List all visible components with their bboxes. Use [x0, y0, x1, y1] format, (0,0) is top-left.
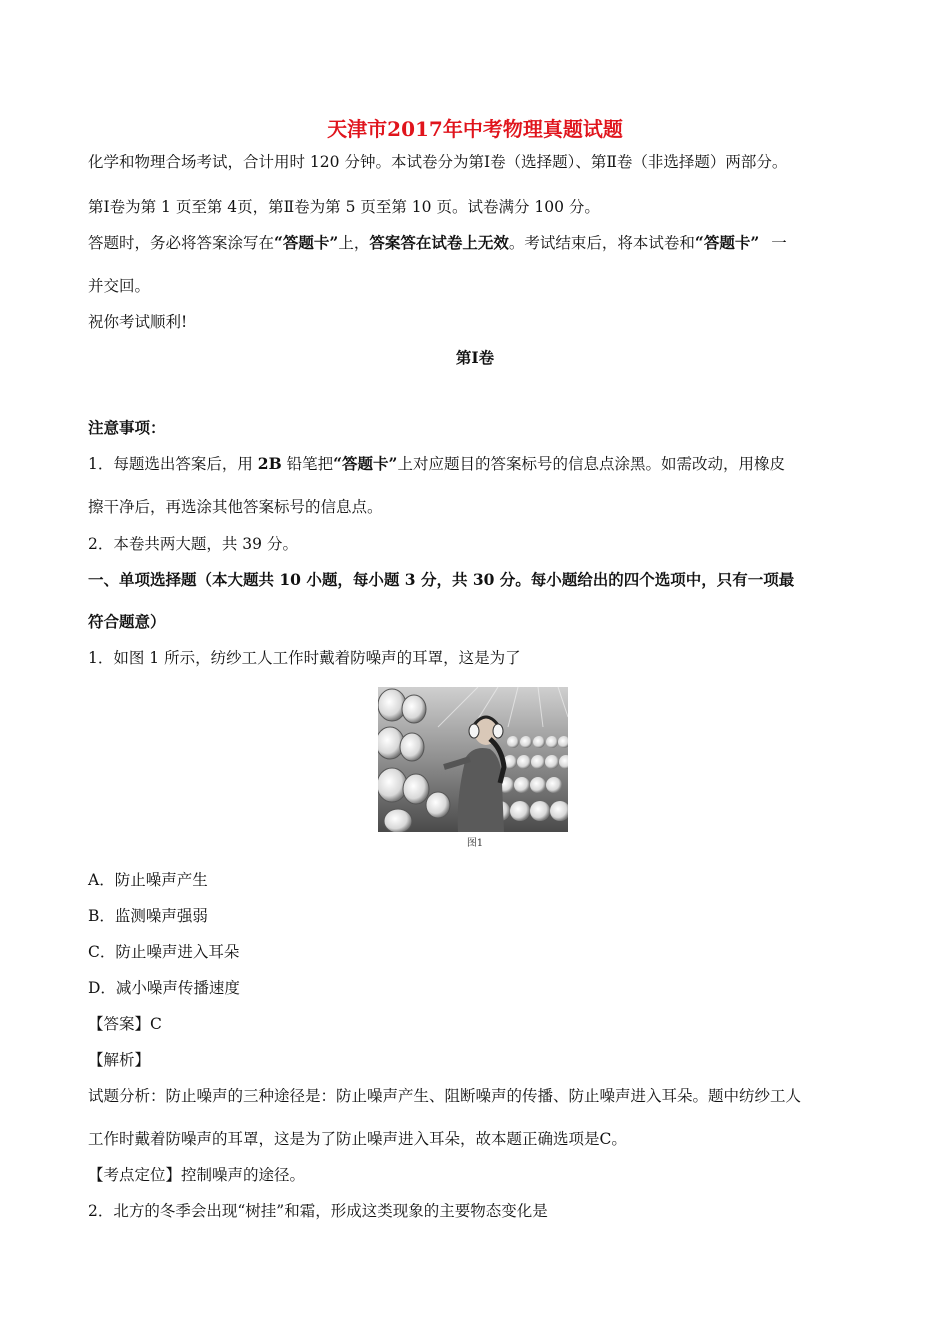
document-title: 天津市2017年中考物理真题试题: [327, 117, 623, 141]
answer-card-term: “答题卡”: [694, 233, 760, 252]
q1-option-a: A．防止噪声产生: [88, 871, 208, 889]
q1-option-c: C．防止噪声进入耳朵: [88, 943, 240, 961]
section-title: 第Ⅰ卷: [455, 348, 495, 367]
q1-option-d: D．减小噪声传播速度: [88, 979, 240, 997]
intro-line-2: 第Ⅰ卷为第 1 页至第 4页，第Ⅱ卷为第 5 页至第 10 页。试卷满分 100 分。: [88, 198, 600, 216]
notice-heading: 注意事项：: [88, 418, 166, 437]
q1-analysis-line-2: 工作时戴着防噪声的耳罩，这是为了防止噪声进入耳朵，故本题正确选项是C。: [88, 1130, 627, 1148]
notice-text: 铅笔把: [281, 455, 334, 473]
textile-worker-photo: [378, 687, 568, 832]
part1-heading-cont: 符合题意）: [88, 612, 166, 631]
answer-card-term: “答题卡”: [333, 454, 398, 473]
intro-line-3: [88, 233, 787, 253]
intro-line-4: 并交回。: [88, 277, 151, 295]
q1-analysis-line-1: 试题分析：防止噪声的三种途径是：防止噪声产生、阻断噪声的传播、防止噪声进入耳朵。题中纺纱工人: [88, 1087, 802, 1105]
invalid-answer-warning: 答案答在试卷上无效: [369, 233, 509, 252]
intro-line-5: 祝你考试顺利!: [88, 313, 188, 331]
pencil-type: 2B: [257, 454, 282, 473]
notice-text: 上对应题目的答案标号的信息点涂黑。如需改动，用橡皮: [397, 455, 785, 473]
notice-item-1: [88, 454, 785, 474]
intro-text: 。考试结束后，将本试卷和: [508, 234, 695, 252]
intro-text: 一: [771, 234, 787, 252]
q1-analysis-label: 【解析】: [88, 1051, 151, 1069]
notice-item-2: 2．本卷共两大题，共 39 分。: [88, 535, 298, 553]
q2-stem: 2．北方的冬季会出现“树挂”和霜，形成这类现象的主要物态变化是: [88, 1202, 548, 1220]
q1-stem: 1．如图 1 所示，纺纱工人工作时戴着防噪声的耳罩，这是为了: [88, 649, 521, 667]
notice-item-1-cont: 擦干净后，再选涂其他答案标号的信息点。: [88, 498, 383, 516]
answer-card-term: “答题卡”: [274, 233, 339, 252]
intro-text: 答题时，务必将答案涂写在: [88, 234, 275, 252]
intro-line-1: 化学和物理合场考试，合计用时 120 分钟。本试卷分为第Ⅰ卷（选择题）、第Ⅱ卷（非选择题）两部分。: [88, 153, 788, 171]
part1-heading: 一、单项选择题（本大题共 10 小题，每小题 3 分，共 30 分。每小题给出的四个选项中，只有一项最: [88, 570, 795, 589]
figure-caption: 图1: [466, 838, 484, 849]
notice-text: 1．每题选出答案后，用: [88, 455, 258, 473]
intro-text: 上，: [338, 234, 370, 252]
q1-answer: 【答案】C: [88, 1015, 162, 1033]
q1-option-b: B．监测噪声强弱: [88, 907, 208, 925]
q1-knowledge-point: 【考点定位】控制噪声的途径。: [88, 1166, 306, 1184]
